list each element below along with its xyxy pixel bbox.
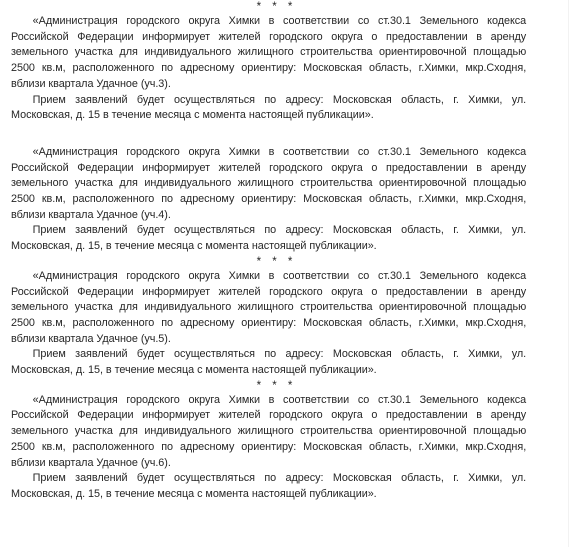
notice-address-paragraph: Прием заявлений будет осуществляться по адресу: Московская область, г. Химки, ул. Московская, д. 15, в течение месяца с момента настоящей публикации». <box>11 224 527 253</box>
notice-intro-paragraph: «Администрация городского округа Химки в соответствии со ст.30.1 Земельного кодекса Российской Федерации информирует жителей городского округа о предоставлении в аренду земельного участка для индивидуального жилищного строительства ориентировочной площадью 2500 кв.м, расположенного по адресному ориентиру: Московская область, г.Химки, мкр.Сходня, вблизи квартала Удачное (уч.4). <box>11 145 527 221</box>
notice-intro-paragraph: «Администрация городского округа Химки в соответствии со ст.30.1 Земельного кодекса Российской Федерации информирует жителей городского округа о предоставлении в аренду земельного участка для индивидуального жилищного строительства ориентировочной площадью 2500 кв.м, расположенного по адресному ориентиру: Московская область, г.Химки, мкр.Сходня, вблизи квартала Удачное (уч.3). <box>11 15 527 90</box>
notice-block <box>11 269 534 379</box>
section-separator: * * * <box>256 379 297 392</box>
section-separator: * * * <box>256 255 297 268</box>
notice-address-paragraph: Прием заявлений будет осуществляться по адресу: Московская область, г. Химки, ул. Московская, д. 15 в течение месяца с момента настоящей публикации». <box>11 93 527 122</box>
notice-block <box>11 393 534 503</box>
notice-block <box>11 14 534 124</box>
notice-intro-paragraph: «Администрация городского округа Химки в соответствии со ст.30.1 Земельного кодекса Российской Федерации информирует жителей городского округа о предоставлении в аренду земельного участка для индивидуального жилищного строительства ориентировочной площадью 2500 кв.м, расположенного по адресному ориентиру: Московская область, г.Химки, мкр.Сходня, вблизи квартала Удачное (уч.5). <box>11 269 527 345</box>
blank-gap <box>11 124 534 145</box>
notice-block <box>11 145 534 255</box>
section-separator: * * * <box>256 1 297 13</box>
notice-intro-paragraph: «Администрация городского округа Химки в соответствии со ст.30.1 Земельного кодекса Российской Федерации информирует жителей городского округа о предоставлении в аренду земельного участка для индивидуального жилищного строительства ориентировочной площадью 2500 кв.м, расположенного по адресному ориентиру: Московская область, г.Химки, мкр.Сходня, вблизи квартала Удачное (уч.6). <box>11 393 527 469</box>
notice-address-paragraph: Прием заявлений будет осуществляться по адресу: Московская область, г. Химки, ул. Московская, д. 15, в течение месяца с момента настоящей публикации». <box>11 348 527 377</box>
notice-address-paragraph: Прием заявлений будет осуществляться по адресу: Московская область, г. Химки, ул. Московская, д. 15, в течение месяца с момента настоящей публикации». <box>11 472 527 500</box>
